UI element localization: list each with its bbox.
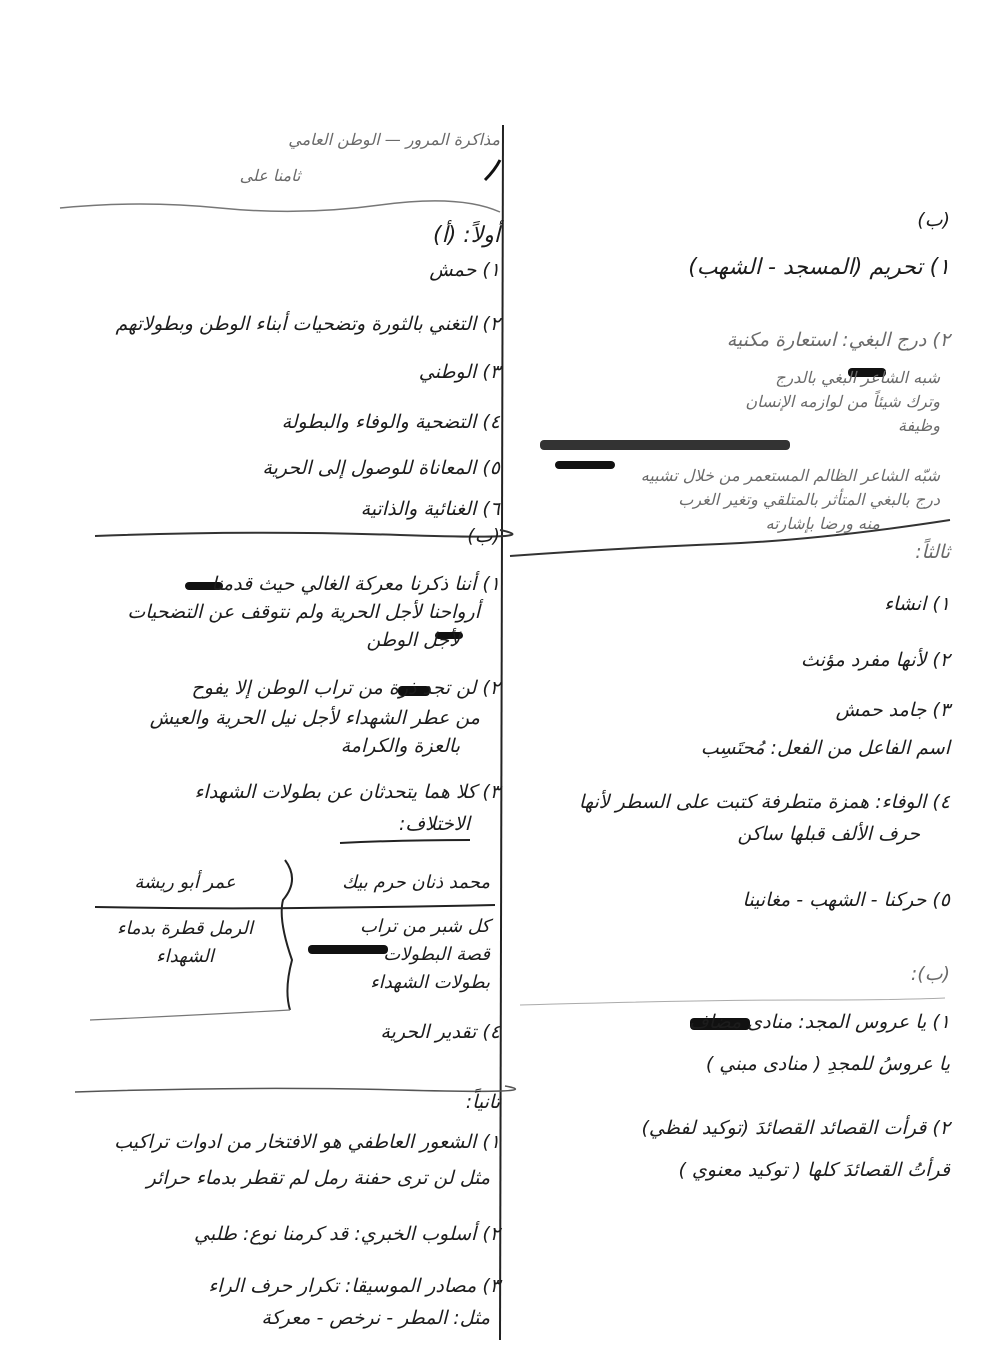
crossed-line bbox=[540, 440, 790, 450]
part3-item-5: ٥) حركنا - الشهب - مغانينا bbox=[742, 889, 950, 911]
b2-label: (ب): bbox=[910, 963, 950, 985]
b-item-3-line1: ٣) كلا هما يتحدثان عن بطولات الشهداء bbox=[194, 781, 500, 803]
part2-heading: ثانياً: bbox=[465, 1091, 500, 1113]
part3-item-3-detail: اسم الفاعل من الفعل: مُحتَسِب bbox=[700, 737, 950, 759]
a-item-2: ٢) التغني بالثورة وتضحيات أبناء الوطن وبطولاتهم bbox=[115, 313, 500, 335]
part1-heading: أولاً: (أ) bbox=[433, 223, 500, 248]
right-item-2-line2: وترك شيئاً من لوازمه الإنسان bbox=[745, 392, 940, 411]
part3-item-2: ٢) لأنها مفرد مؤنث bbox=[800, 649, 950, 671]
a-item-1: ١) حمش bbox=[429, 259, 500, 281]
a-item-6: ٦) الغنائية والذاتية bbox=[360, 498, 500, 520]
b2-item-2-detail: قرأتُ القصائدَ كلها ( توكيد معنوي ) bbox=[678, 1159, 950, 1181]
table-header-left: عمر أبو ريشة bbox=[134, 872, 236, 893]
b-label-left: (ب) bbox=[467, 525, 500, 547]
b-item-1-line3: لأجل الوطن bbox=[366, 629, 460, 651]
a-item-3: ٣) الوطني bbox=[418, 361, 500, 383]
item-4: ٤) تقدير الحرية bbox=[380, 1021, 500, 1043]
right-item-2-line3: وظيفة bbox=[898, 416, 940, 435]
table-cell-right-3: بطولات الشهداء bbox=[370, 972, 490, 993]
part2-item-3: ٣) مصادر الموسيقا: تكرار حرف الراء bbox=[208, 1275, 500, 1297]
table-col-line bbox=[282, 860, 292, 1010]
right-item-2-line1: شبه الشاعر البغي بالدرج bbox=[775, 368, 940, 387]
header-line-1: مذاكرة المرور — الوطن العامي bbox=[288, 130, 500, 149]
table-cell-left-1: الرمل قطرة بدماء bbox=[117, 918, 253, 939]
right-item-1: ١) تحريم (المسجد - الشهب) bbox=[688, 255, 950, 280]
b-label-right: (ب) bbox=[917, 209, 950, 231]
b-item-2-line3: بالعزة والكرامة bbox=[340, 735, 460, 757]
part3-item-4-detail: حرف الألف قبلها ساكن bbox=[737, 823, 920, 845]
b-item-3-line2: الاختلاف: bbox=[398, 813, 470, 835]
table-cell-right-2: قصة البطولات bbox=[383, 944, 490, 965]
b-item-1-line1: ١) أننا ذكرنا معركة الغالي حيث قدمنا bbox=[211, 573, 500, 595]
part2-item-3-example: مثل: المطر - نرخص - معركة bbox=[261, 1307, 490, 1329]
right-item-2-line4: شبّه الشاعر الظالم المستعمر من خلال تشبيه bbox=[640, 466, 940, 485]
table-header-line bbox=[95, 905, 495, 908]
table-header-right: محمد ذنان حرم بيك bbox=[342, 872, 490, 893]
part3-item-4: ٤) الوفاء: همزة متطرفة كتبت على السطر لأنها bbox=[578, 791, 950, 813]
a-item-4: ٤) التضحية والوفاء والبطولة bbox=[281, 411, 500, 433]
b-item-2-line1: ٢) لن تجد ذرة من تراب الوطن إلا يفوح bbox=[191, 677, 500, 699]
b2-item-1: ١) يا عروس المجد: منادى مضاف bbox=[689, 1011, 950, 1033]
part2-item-1: ١) الشعور العاطفي هو الافتخار من ادوات تراكيب bbox=[114, 1131, 500, 1153]
column-divider bbox=[500, 125, 503, 1340]
right-item-2-line5: درج بالبغي المتأثر بالمتلقي وتغير الغرب bbox=[678, 490, 940, 509]
right-item-2-line6: منه ورضا بإشارته bbox=[765, 514, 880, 533]
b2-item-2: ٢) قرأت القصائد القصائدَ (توكيد لفظي) bbox=[641, 1117, 950, 1139]
header-divider bbox=[60, 201, 500, 212]
part3-item-3: ٣) جامد حمش bbox=[835, 699, 950, 721]
b-item-2-line2: من عطر الشهداء لأجل نيل الحرية والعيش bbox=[149, 707, 480, 729]
b-item-1-line2: أرواحنا لأجل الحرية ولم نتوقف عن التضحيات bbox=[127, 601, 480, 623]
right-item-2: ٢) درج البغي: استعارة مكنية bbox=[726, 329, 950, 351]
b2-item-1-detail: يا عروسُ للمجدِ ( منادى مبني ) bbox=[705, 1053, 950, 1075]
part2-item-1-example: مثل لن ترى حفنة رمل لم تقطر بدماء حرائر bbox=[146, 1167, 490, 1189]
a-item-5: ٥) المعاناة للوصول إلى الحرية bbox=[262, 457, 500, 479]
table-cell-left-2: الشهداء bbox=[156, 946, 214, 967]
header-line-2: ثامنا على bbox=[239, 166, 301, 185]
table-cell-right-1: كل شبر من تراب bbox=[359, 916, 490, 937]
part3-item-1: ١) انشاء bbox=[884, 593, 950, 615]
part2-item-2: ٢) أسلوب الخبري: قد كرمنا نوع: طلبي bbox=[194, 1223, 500, 1245]
part3-heading: ثالثاً: bbox=[915, 541, 950, 563]
